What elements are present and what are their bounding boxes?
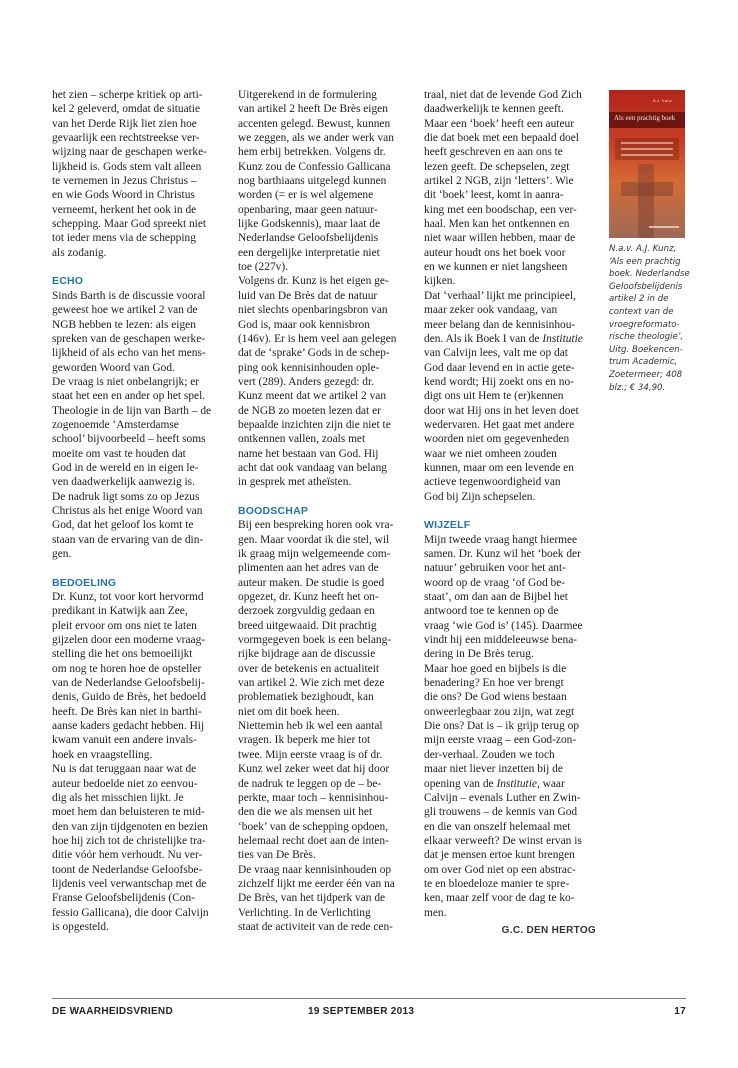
text-line: opening van de Institutie, waar: [424, 777, 565, 790]
text-line: denis, Guido de Brès, het bedoeld: [52, 691, 207, 704]
text-line: en wie Gods Woord in Christus: [52, 189, 195, 202]
text-line: ping ook kennisinhouden ople-: [238, 361, 380, 374]
text-line: actieve tegenwoordigheid van: [424, 476, 561, 489]
text-line: predikant in Katwijk aan Zee,: [52, 605, 188, 618]
text-line: Kunz zou de Confessio Gallicana: [238, 160, 391, 173]
text-line: onweerlegbaar zou zijn, wat zegt: [424, 705, 575, 718]
text-line: Theologie in de lijn van Barth – de: [52, 404, 212, 417]
text-line: staat’, om dan aan de Bijbel het: [424, 591, 568, 604]
text-line: gijzelen door een moderne vraag-: [52, 634, 206, 647]
text-line: niet om dit boek heen.: [238, 705, 340, 718]
footer-date: 19 SEPTEMBER 2013: [308, 1006, 415, 1017]
paragraph-gap: [52, 260, 224, 274]
text-line: te en bloedeloze manier te spre-: [424, 877, 570, 890]
caption-line: vroegreformato-: [609, 319, 680, 330]
text-line: zichzelf lijkt me eerder één van na: [238, 877, 395, 890]
text-line: perkte, maar toch – kennisinhou-: [238, 791, 389, 804]
text-line: lezen geeft. De schepselen, zegt: [424, 160, 570, 173]
text-line: heeft geschreven en aan ons te: [424, 146, 563, 159]
book-caption: [609, 243, 701, 394]
text-line: Uitgerekend in de formulering: [238, 89, 377, 101]
text-line: daadwerkelijk te kennen geeft.: [424, 103, 564, 116]
text-line: vraag ‘wie God is’ (145). Daarmee: [424, 619, 583, 632]
text-line: den. Als ik Boek I van de Institutie: [424, 332, 583, 345]
article-column-2: [238, 88, 410, 934]
text-line: van de Nederlandse Geloofsbelij-: [52, 677, 205, 690]
text-line: Volgens dr. Kunz is het eigen ge-: [238, 275, 389, 288]
text-line: elkaar verweeft? De winst ervan is: [424, 834, 582, 847]
text-line: maar zeker ook vandaag, van: [424, 304, 558, 317]
text-line: hem erbij betrekken. Volgens dr.: [238, 146, 386, 159]
section-heading: BEDOELING: [52, 576, 117, 589]
text-line: antwoord toe te kennen op de: [424, 605, 559, 618]
text-line: natuur’ gebruiken voor het ant-: [424, 562, 566, 575]
text-line: auteur maken. De studie is goed: [238, 576, 385, 589]
text-line: te vernemen in Jezus Christus –: [52, 175, 197, 188]
text-line: kend wordt; Hij zoekt ons en no-: [424, 375, 574, 388]
text-line: aanse kaders gedacht hebben. Hij: [52, 720, 205, 733]
text-line: kwam vanuit een andere invals-: [52, 734, 197, 747]
text-line: meer belang dan de kennisinhou-: [424, 318, 576, 331]
text-line: NGB hebben te lezen: als eigen: [52, 318, 196, 331]
caption-line: context van de: [609, 306, 674, 317]
text-line: God, dat het geloof los komt te: [52, 519, 194, 532]
text-line: dering in De Brès terug.: [424, 648, 534, 661]
text-line: Kunz wel zeker weet dat hij door: [238, 763, 390, 776]
text-line: auteur houdt ons het boek voor: [424, 246, 566, 259]
paragraph-gap: [238, 490, 410, 504]
text-line: toont de Nederlandse Geloofsbe-: [52, 863, 203, 876]
text-line: we zeggen, als we ander werk van: [238, 132, 394, 145]
cover-author: A.J. Kunz: [653, 98, 672, 103]
text-line: dit ‘boek’ leest, komt in aanra-: [424, 189, 564, 202]
caption-line: artikel 2 in de: [609, 294, 669, 305]
text-line: vindt hij een middeleeuwse bena-: [424, 634, 578, 647]
text-line: waar we niet omheen zouden: [424, 447, 557, 460]
text-line: gli trouwens – de kennis van God: [424, 806, 578, 819]
text-line: verneemt, herkent het ook in de: [52, 203, 197, 216]
text-line: een dergelijke interpretatie niet: [238, 246, 380, 259]
text-line: die dat boek met een bepaald doel: [424, 132, 579, 145]
text-line: staat de activiteit van de rede cen-: [238, 920, 393, 933]
caption-line: ‘Als een prachtig: [609, 256, 681, 267]
text-line: wijzing naar de geschapen werke-: [52, 146, 207, 159]
text-line: accenten gelegd. Bewust, kunnen: [238, 117, 391, 130]
text-line: mijn eerste vraag – een God-zon-: [424, 734, 577, 747]
text-line: Franse Geloofsbelijdenis (Con-: [52, 892, 195, 905]
text-line: Verlichting. In de Verlichting: [238, 906, 371, 919]
text-line: traal, niet dat de levende God Zich: [424, 89, 582, 101]
text-line: acht dat ook vandaag van belang: [238, 461, 387, 474]
text-line: ven daadwerkelijk aanwezig is.: [52, 476, 195, 489]
text-line: kunnen, maar om een levende en: [424, 461, 574, 474]
text-line: kel 2 geleverd, omdat de situatie: [52, 103, 201, 116]
text-line: geworden Woord van God.: [52, 361, 175, 374]
paragraph-gap: [52, 561, 224, 575]
book-cover-image: [609, 90, 685, 238]
text-line: lijkheid of als echo van het mens-: [52, 347, 206, 360]
text-line: hoek en vraagstelling.: [52, 748, 153, 761]
article-column-3-body: [424, 88, 596, 920]
section-heading: ECHO: [52, 275, 84, 288]
text-line: breed uitgewaaid. Dit prachtig: [238, 619, 377, 632]
text-line: spreken van de geschapen werke-: [52, 332, 206, 345]
text-line: als zodanig.: [52, 246, 107, 259]
text-line: (146v). Er is hem veel aan gelegen: [238, 332, 397, 345]
caption-line: trum Academic,: [609, 357, 678, 368]
text-line: ken, maar zelf voor de dag te ko-: [424, 892, 575, 905]
text-line: dat de ‘sprake’ Gods in de schep-: [238, 347, 390, 360]
text-line: gevaarlijk een rechtstreekse ver-: [52, 132, 200, 145]
text-line: staan van de ervaring van de din-: [52, 533, 204, 546]
section-heading: BOODSCHAP: [238, 504, 309, 517]
text-line: God daar levend en in actie gete-: [424, 361, 575, 374]
text-line: opgezet, dr. Kunz heeft het on-: [238, 591, 379, 604]
article-column-1: [52, 88, 224, 934]
section-heading: WIJZELF: [424, 519, 471, 532]
text-line: is opgesteld.: [52, 920, 109, 933]
text-line: Maar hoe goed en bijbels is die: [424, 662, 567, 675]
text-line: over de betekenis en actualiteit: [238, 662, 380, 675]
text-line: nog barthiaans uitgelegd kunnen: [238, 175, 387, 188]
text-line: digt ons uit Hem te (er)kennen: [424, 390, 564, 403]
text-line: Dat ‘verhaal’ lijkt me principieel,: [424, 289, 576, 302]
text-line: tot ieder mens via de schepping: [52, 232, 196, 245]
cover-title: Als een prachtig boek: [614, 114, 676, 122]
text-line: God in de wereld en in eigen le-: [52, 461, 199, 474]
text-line: om over God niet op een abstrac-: [424, 863, 576, 876]
text-line: Die ons? Dat is – ik grijp terug op: [424, 720, 580, 733]
text-line: door wat Hij ons in het leven doet: [424, 404, 579, 417]
text-line: worden (= er is wel algemene: [238, 189, 374, 202]
text-line: hoe hij zich tot de christelijke tra-: [52, 834, 206, 847]
text-line: Nu is dat teruggaan naar wat de: [52, 763, 197, 776]
text-line: het zien – scherpe kritiek op arti-: [52, 89, 203, 101]
text-line: problematiek bezighoudt, kan: [238, 691, 374, 704]
text-line: fessio Gallicana), die door Calvijn: [52, 906, 209, 919]
cover-subtitle-block: [615, 138, 679, 160]
text-line: niet waar willen hebben, maar de: [424, 232, 576, 245]
text-line: zogenoemde ‘Amsterdamse: [52, 418, 179, 431]
caption-line: rische theologie’,: [609, 332, 684, 343]
footer-page-number: 17: [674, 1006, 686, 1017]
text-line: vert (289). Anders gezegd: dr.: [238, 375, 375, 388]
text-line: Mijn tweede vraag hangt hiermee: [424, 533, 578, 546]
text-line: heeft. De Brès kan niet in barthi-: [52, 705, 202, 718]
text-line: moet hem dan beluisteren te mid-: [52, 806, 205, 819]
text-line: lijke Godskennis), maar laat de: [238, 218, 381, 231]
text-line: wedervaren. Het gaat met andere: [424, 418, 575, 431]
text-line: kijken.: [424, 275, 456, 288]
text-line: lijdenis veel verwantschap met de: [52, 877, 207, 890]
paragraph-gap: [424, 504, 596, 518]
text-line: men.: [424, 906, 447, 919]
caption-line: blz.; € 34,90.: [609, 382, 666, 393]
text-line: vormgegeven boek is een belang-: [238, 634, 392, 647]
text-line: luid van De Brès dat de natuur: [238, 289, 378, 302]
text-line: lijkheid is. Gods stem valt alleen: [52, 160, 202, 173]
text-line: toe (227v).: [238, 261, 288, 274]
text-line: van artikel 2 heeft De Brès eigen: [238, 103, 388, 116]
text-line: Niettemin heb ik wel een aantal: [238, 720, 383, 733]
text-line: woorden niet om gegevenheden: [424, 433, 570, 446]
text-line: twee. Mijn eerste vraag is of dr.: [238, 748, 383, 761]
text-line: Dr. Kunz, tot voor kort hervormd: [52, 591, 204, 604]
article-column-3: [424, 88, 596, 938]
text-line: moeite om vast te houden dat: [52, 447, 186, 460]
caption-line: Uitg. Boekencen-: [609, 344, 683, 355]
author-signature: G.C. DEN HERTOG: [501, 924, 596, 936]
text-line: en die van onszelf helemaal met: [424, 820, 571, 833]
text-line: der-verhaal. Zouden we toch: [424, 748, 555, 761]
text-line: name het bestaan van God. Hij: [238, 447, 379, 460]
text-line: king met een boodschap, een ver-: [424, 203, 577, 216]
text-line: plimenten aan het adres van de: [238, 562, 379, 575]
text-line: De nadruk ligt soms zo op Jezus: [52, 490, 200, 503]
text-line: haal. Men kan het ontkennen en: [424, 218, 570, 231]
text-line: ties van De Brès.: [238, 849, 316, 862]
caption-line: Zoetermeer; 408: [609, 369, 683, 380]
text-line: van artikel 2. Wie zich met deze: [238, 677, 385, 690]
caption-line: N.a.v. A.J. Kunz,: [609, 244, 677, 254]
caption-line: boek. Nederlandse: [609, 269, 690, 280]
text-line: dig als het misschien lijkt. Je: [52, 791, 184, 804]
text-line: en we kunnen er niet langsheen: [424, 261, 568, 274]
text-line: school’ bijvoorbeeld – heeft soms: [52, 433, 206, 446]
text-line: samen. Dr. Kunz wil het ‘boek der: [424, 548, 581, 560]
text-line: ontkennen vallen, zoals met: [238, 433, 366, 446]
text-line: Nederlandse Geloofsbelijdenis: [238, 232, 379, 245]
text-line: gen.: [52, 548, 72, 560]
text-line: den van zijn tijdgenoten en bezien: [52, 820, 208, 833]
text-line: De Brès, van het tijdperk van de: [238, 892, 386, 905]
text-line: benadering? En hoe ver brengt: [424, 677, 564, 690]
text-line: Maar een ‘boek’ heeft een auteur: [424, 117, 574, 130]
text-line: Bij een bespreking horen ook vra-: [238, 519, 394, 532]
text-line: God bij Zijn schepselen.: [424, 490, 536, 503]
text-line: stelling die het ons bemoeilijkt: [52, 648, 193, 661]
footer-magazine-name: DE WAARHEIDSVRIEND: [52, 1006, 173, 1017]
text-line: den die we als mensen uit het: [238, 806, 373, 819]
text-line: vragen. Ik beperk me hier tot: [238, 734, 371, 747]
text-line: openbaring, maar geen natuur-: [238, 203, 378, 216]
text-line: derzoek zorgvuldig gedaan en: [238, 605, 375, 618]
text-line: Kunz meent dat we artikel 2 van: [238, 390, 387, 403]
text-line: gen. Maar voordat ik die stel, wil: [238, 533, 390, 546]
text-line: dat je mensen ertoe kunt brengen: [424, 849, 575, 862]
text-line: pleit ervoor om ons niet te laten: [52, 619, 197, 632]
text-line: artikel 2 NGB, zijn ‘letters’. Wie: [424, 175, 574, 188]
text-line: De vraag is niet onbelangrijk; er: [52, 375, 200, 388]
text-line: Calvijn – evenals Luther en Zwin-: [424, 791, 581, 804]
text-line: ditie vóór hem verhoudt. Nu ver-: [52, 849, 203, 862]
text-line: staat het een en ander op het spel.: [52, 390, 206, 403]
text-line: van Calvijn lees, valt me op dat: [424, 347, 568, 360]
text-line: geweest hoe we artikel 2 van de: [52, 304, 198, 317]
text-line: ‘boek’ van de schepping opdoen,: [238, 820, 389, 833]
text-line: van het Derde Rijk liet zien hoe: [52, 117, 197, 130]
text-line: helemaal recht doet aan de inten-: [238, 834, 389, 847]
text-line: schepping. Maar God spreekt niet: [52, 218, 207, 231]
caption-line: Geloofsbelijdenis: [609, 281, 683, 292]
footer-divider: [52, 998, 686, 999]
text-line: auteur bedoelde niet zo eenvou-: [52, 777, 198, 790]
text-line: ik graag mijn welgemeende com-: [238, 548, 391, 560]
text-line: niet slechts openbaringsbron van: [238, 304, 388, 317]
text-line: maar niet liever inzetten bij de: [424, 763, 563, 776]
cover-cross-horizontal: [621, 182, 673, 196]
text-line: Sinds Barth is de discussie vooral: [52, 289, 206, 302]
text-line: God is, maar ook kennisbron: [238, 318, 370, 331]
text-line: Christus als het enige Woord van: [52, 504, 203, 517]
text-line: de nadruk te leggen op de – be-: [238, 777, 382, 790]
text-line: in gesprek met atheïsten.: [238, 476, 352, 489]
cover-publisher-mark: [649, 226, 679, 228]
text-line: rijke bijdrage aan de discussie: [238, 648, 376, 661]
text-line: de NGB zo moeten lezen dat er: [238, 404, 381, 417]
text-line: die ons? De God wiens bestaan: [424, 691, 567, 704]
text-line: bepaalde inzichten zijn die niet te: [238, 418, 391, 431]
text-line: De vraag naar kennisinhouden op: [238, 863, 392, 876]
text-line: woord op de vraag ‘of God be-: [424, 576, 566, 589]
text-line: om nog te horen hoe de opsteller: [52, 662, 202, 675]
